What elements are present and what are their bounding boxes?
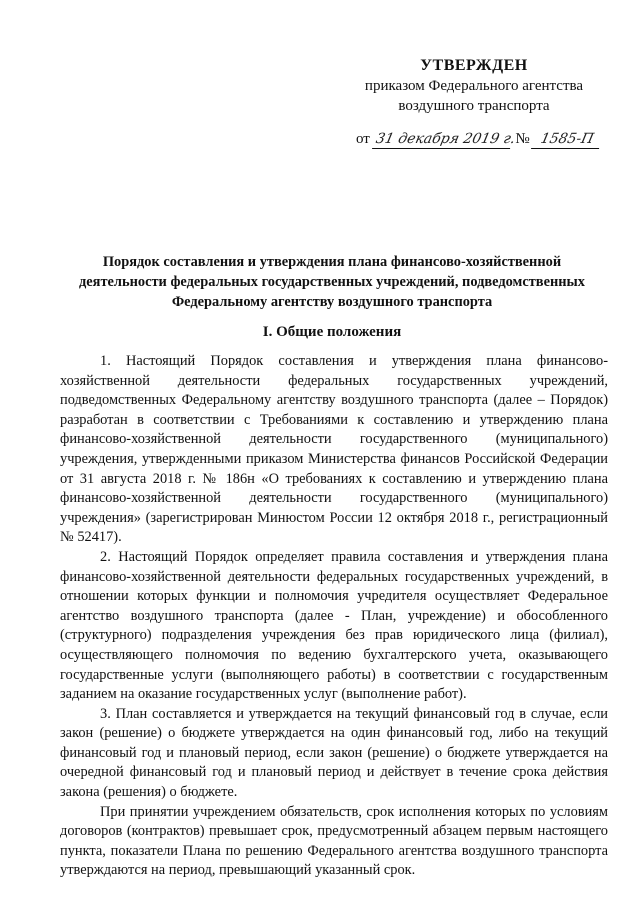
document-body xyxy=(60,352,608,881)
paragraph-3: 3. План составляется и утверждается на текущий финансовый год в случае, если закон (решение) о бюджете утверждается на один финансовый год, либо на текущий финансовый год и плановый период, если закон (решение) о бюджете утверждается на очередной финансовый год и плановый период и действует в течение срока действия закона (решения) о бюджете. xyxy=(60,705,608,801)
approval-line-1: приказом Федерального агентства xyxy=(364,78,584,94)
date-prefix: от xyxy=(356,131,370,147)
document-title: Порядок составления и утверждения плана финансово-хозяйственной деятельности федеральных государственных учреждений, подведомственных Федеральному агентству воздушного транспорта xyxy=(79,254,585,310)
paragraph-4: При принятии учреждением обязательств, срок исполнения которых по условиям договоров (контрактов) превышает срок, предусмотренный абзацем первым настоящего пункта, показатели Плана по решению Федерального агентства воздушного транспорта утверждаются на период, превышающий указанный срок. xyxy=(60,803,608,879)
number-prefix: № xyxy=(515,131,530,147)
paragraph-2: 2. Настоящий Порядок определяет правила составления и утверждения плана финансово-хозяйственной деятельности федеральных государственных учреждений, в отношении которых функции и полномочия учредителя осуществляет Федеральное агентство воздушного транспорта (далее - План, учреждение) и обособленного (структурного) подразделения учреждения без прав юридического лица (филиал), осуществляющего полномочия по ведению бухгалтерского учета, оказывающего государственные услуги (выполняющего работы) в соответствии с государственным заданием на оказание государственных услуг (выполнение работ). xyxy=(60,548,608,703)
approval-line-2: воздушного транспорта xyxy=(398,98,550,114)
approval-stamp: УТВЕРЖДЕН xyxy=(420,57,528,74)
section-heading: I. Общие положения xyxy=(262,324,402,340)
paragraph-1: 1. Настоящий Порядок составления и утверждения плана финансово-хозяйственной деятельности федеральных государственных учреждений, подведомственных Федеральному агентству воздушного транспорта (далее – Порядок) разработан в соответствии с Требованиями к составлению и утверждению плана финансово-хозяйственной деятельности государственного (муниципального) учреждения, утвержденными приказом Министерства финансов Российской Федерации от 31 августа 2018 г. № 186н «О требованиях к составлению и утверждению плана финансово-хозяйственной деятельности государственного (муниципального) учреждения» (зарегистрирован Минюстом России 12 октября 2018 г., регистрационный № 52417). xyxy=(60,353,608,546)
handwritten-number: 1585-П xyxy=(531,130,603,149)
approval-block xyxy=(356,56,592,116)
order-reference xyxy=(356,128,606,150)
handwritten-date: 31 декабря 2019 г. xyxy=(372,130,514,149)
